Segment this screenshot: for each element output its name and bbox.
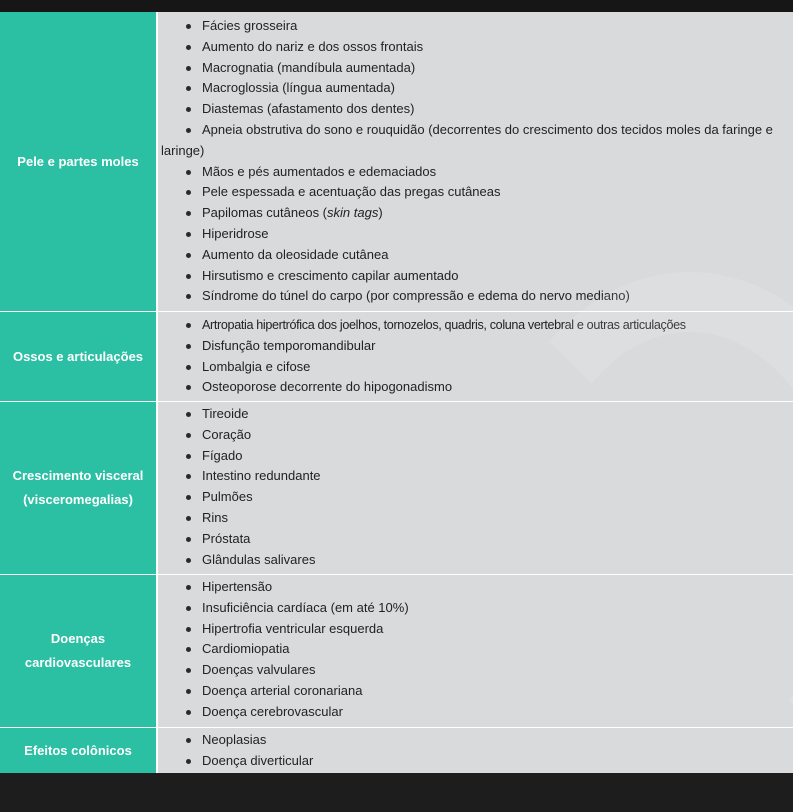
list-item: Coração [158, 425, 793, 446]
list-item: Glândulas salivares [158, 550, 793, 571]
list-item: Macroglossia (língua aumentada) [158, 78, 793, 99]
list-item: Doenças valvulares [158, 660, 793, 681]
items-cell-bones [158, 312, 793, 401]
manifestations-table [0, 12, 793, 772]
category-text: Pele e partes moles [17, 153, 139, 169]
list-item: Doença cerebrovascular [158, 702, 793, 723]
list-item: Pulmões [158, 487, 793, 508]
list-item: Insuficiência cardíaca (em até 10%) [158, 598, 793, 619]
table-row-bones [0, 311, 793, 401]
table-row-colonic [0, 727, 793, 773]
category-text-line2: cardiovasculares [24, 655, 132, 670]
list-item: Aumento do nariz e dos ossos frontais [158, 37, 793, 58]
list-item: Próstata [158, 529, 793, 550]
list-item: Disfunção temporomandibular [158, 336, 793, 357]
table-row-visceral [0, 401, 793, 574]
list-item: Aumento da oleosidade cutânea [158, 245, 793, 266]
category-text-line2: (visceromegalias) [23, 492, 133, 507]
table-row-cardio [0, 574, 793, 727]
list-item: Rins [158, 508, 793, 529]
list-item: Intestino redundante [158, 466, 793, 487]
list-item: Diastemas (afastamento dos dentes) [158, 99, 793, 120]
list-item: Neoplasias [158, 730, 793, 751]
list-item: Fígado [158, 446, 793, 467]
category-text: Ossos e articulações [12, 348, 144, 364]
list-item: Apneia obstrutiva do sono e rouquidão (decorrentes do crescimento dos tecidos moles da faringe e laringe) [158, 120, 793, 162]
list-item: Doença diverticular [158, 751, 793, 772]
list-item: Macrognatia (mandíbula aumentada) [158, 58, 793, 79]
category-label-cardio [0, 575, 158, 727]
category-label-bones [0, 312, 158, 401]
list-item: Doença arterial coronariana [158, 681, 793, 702]
list-item: Pele espessada e acentuação das pregas cutâneas [158, 182, 793, 203]
category-label-visceral [0, 402, 158, 574]
table-row-skin [0, 12, 793, 311]
list-item: Tireoide [158, 404, 793, 425]
list-item: Osteoporose decorrente do hipogonadismo [158, 377, 793, 398]
list-item: Mãos e pés aumentados e edemaciados [158, 162, 793, 183]
skin-tags-italic: skin tags [327, 205, 379, 221]
list-item-text: Papilomas cutâneos ( [202, 205, 328, 221]
category-label-skin [0, 12, 158, 311]
list-item [158, 203, 793, 224]
list-item: Hipertrofia ventricular esquerda [158, 619, 793, 640]
category-text-line1: Crescimento visceral [12, 468, 144, 483]
list-item: Artropatia hipertrófica dos joelhos, tornozelos, quadris, coluna vertebral e outras articulações [158, 315, 793, 336]
list-item: Fácies grosseira [158, 16, 793, 37]
items-cell-colonic [158, 728, 793, 773]
list-item: Lombalgia e cifose [158, 357, 793, 378]
category-text-line1: Doenças [50, 631, 106, 646]
category-label-colonic [0, 728, 158, 773]
list-item: Hirsutismo e crescimento capilar aumentado [158, 266, 793, 287]
list-item: Cardiomiopatia [158, 639, 793, 660]
items-cell-visceral [158, 402, 793, 574]
top-bar [0, 0, 793, 12]
category-text: Efeitos colônicos [24, 742, 132, 758]
list-item: Hiperidrose [158, 224, 793, 245]
list-item-close: ) [378, 205, 383, 221]
list-item: Hipertensão [158, 577, 793, 598]
items-cell-skin [158, 12, 793, 311]
list-item: Síndrome do túnel do carpo (por compressão e edema do nervo mediano) [158, 286, 793, 307]
items-cell-cardio [158, 575, 793, 727]
